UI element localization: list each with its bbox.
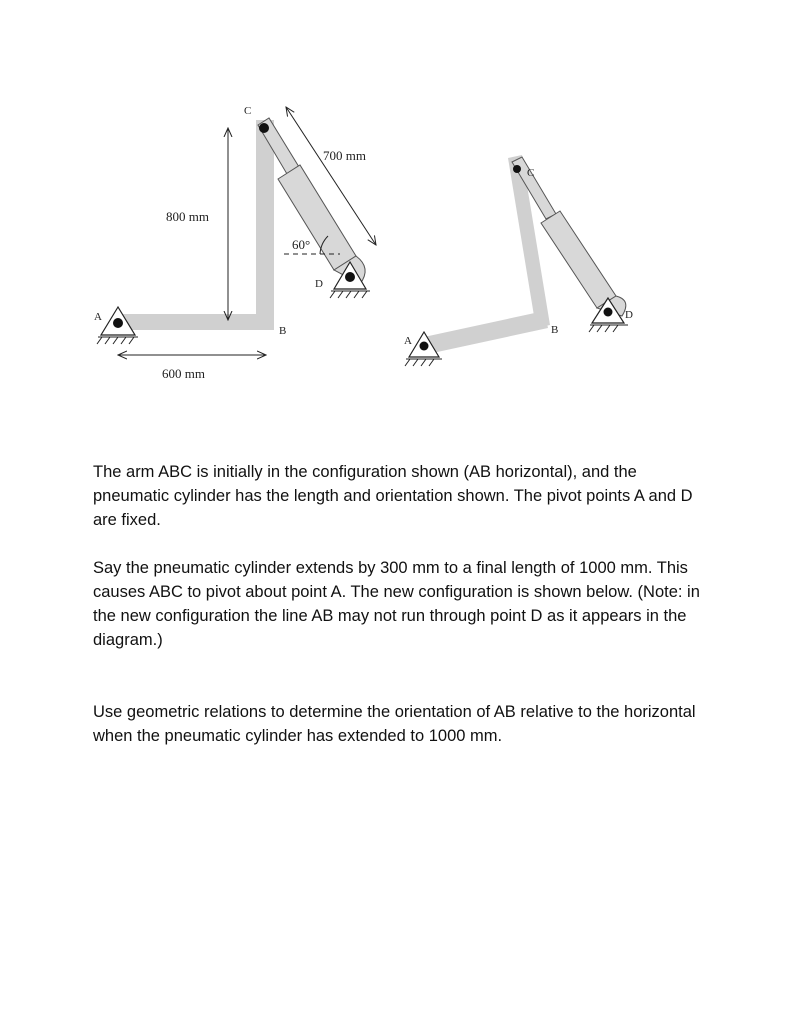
initial-configuration — [94, 105, 376, 381]
label-angle: 60° — [292, 237, 311, 252]
label-b-final: B — [551, 324, 559, 336]
mechanism-figure — [0, 0, 791, 400]
final-configuration — [404, 155, 633, 366]
arm-segment-bc — [256, 120, 274, 330]
cylinder-extension-paragraph: Say the pneumatic cylinder extends by 300 mm to a final length of 1000 mm. This causes ABC to pivot about point A. The new configuration is shown below. (Note: in the new configuration the line AB may not run through point D as it appears in the diagram.) — [93, 559, 700, 649]
pneumatic-cylinder — [258, 118, 365, 284]
label-d-final: D — [625, 309, 633, 321]
cylinder-barrel — [278, 165, 356, 270]
question-paragraph: Use geometric relations to determine the orientation of AB relative to the horizontal when the pneumatic cylinder has extended to 1000 mm. — [93, 703, 696, 745]
label-dimension-700: 700 mm — [323, 148, 366, 163]
arm-segment-ab — [118, 314, 274, 330]
pin-c-final — [513, 165, 521, 173]
label-a-final: A — [404, 335, 412, 347]
cylinder-barrel-final — [541, 211, 616, 308]
label-dimension-600: 600 mm — [162, 366, 205, 381]
label-b: B — [279, 325, 287, 337]
label-c: C — [244, 105, 252, 117]
label-dimension-800: 800 mm — [166, 209, 209, 224]
problem-statement-paragraph: The arm ABC is initially in the configuration shown (AB horizontal), and the pneumatic cylinder has the length and orientation shown. The pivot points A and D are fixed. — [93, 463, 693, 529]
label-d: D — [315, 278, 323, 290]
label-c-final: C — [527, 167, 535, 179]
pin-c — [259, 123, 269, 133]
label-a: A — [94, 311, 102, 323]
arm-segment-ab-final — [424, 311, 548, 354]
